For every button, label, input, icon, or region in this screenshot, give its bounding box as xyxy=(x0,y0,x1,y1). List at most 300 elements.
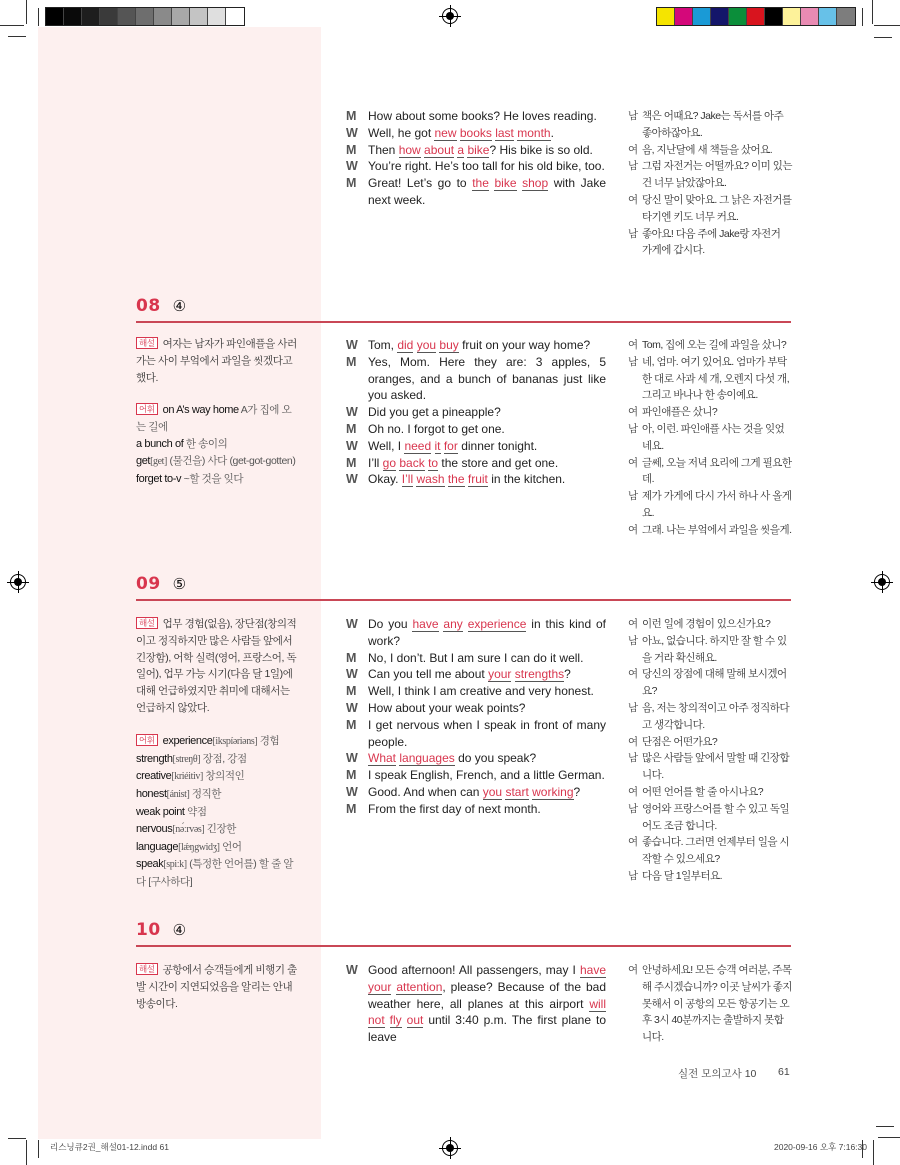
vocab-word: language xyxy=(136,840,179,853)
translation-line xyxy=(628,337,792,354)
translation-line xyxy=(628,750,792,784)
translation-line xyxy=(628,616,792,633)
vocab-item xyxy=(136,436,298,453)
translation-line xyxy=(628,158,792,192)
speaker-label: 여 xyxy=(628,735,638,748)
speaker-label: W xyxy=(346,963,358,977)
translation-text: 이런 일에 경험이 있으신가요? xyxy=(642,618,771,630)
dialogue-text: Well, I think I am creative and very honest. xyxy=(368,684,594,699)
dialogue-text: Good. And when can you start working? xyxy=(368,784,581,799)
speaker-label: 남 xyxy=(628,701,638,714)
speaker-label: M xyxy=(346,421,357,436)
dialogue-text: Okay. I’ll wash the fruit in the kitchen. xyxy=(368,472,566,487)
dialogue-line xyxy=(346,404,606,421)
translation-text: 제가 가게에 다시 가서 하나 사 올게요. xyxy=(642,490,792,519)
translation-line xyxy=(628,421,792,455)
vocab-pronunciation: [nə́ːrvəs] xyxy=(172,823,205,835)
translation-text: 책은 어때요? Jake는 독서를 아주 좋아하잖아요. xyxy=(642,110,784,139)
speaker-label: M xyxy=(346,109,357,123)
explanation-tag: 해설 xyxy=(136,337,158,349)
dialogue-line xyxy=(346,717,606,751)
answer-mark: ⑤ xyxy=(172,576,187,593)
vocab-pronunciation: [spiːk] xyxy=(163,859,187,871)
dictation-answer: you xyxy=(416,338,437,352)
speaker-label: 여 xyxy=(628,836,638,849)
crop-mark xyxy=(873,1140,874,1165)
translation-line xyxy=(628,834,792,868)
speaker-label: 여 xyxy=(628,143,638,156)
crop-mark xyxy=(8,36,26,37)
color-swatch xyxy=(711,8,729,25)
dialogue-line xyxy=(346,438,606,455)
vocab-meaning: (특정한 언어를) 할 줄 알다 [구사하다] xyxy=(136,858,294,889)
vocab-item xyxy=(136,856,298,891)
dictation-answer: have xyxy=(579,963,606,977)
vocab-item xyxy=(136,751,298,769)
vocab-pronunciation: [streŋθ] xyxy=(172,753,201,765)
dialogue-line xyxy=(346,962,606,1046)
dialogue-line xyxy=(346,700,606,717)
dialogue-09 xyxy=(346,616,606,818)
color-swatch xyxy=(172,8,190,25)
crop-mark xyxy=(874,25,900,26)
vocab-meaning: 정직한 xyxy=(189,788,222,801)
dialogue-line xyxy=(346,650,606,667)
dictation-answer: fly xyxy=(389,1013,402,1028)
crop-mark xyxy=(0,25,24,26)
vocab-item xyxy=(136,471,298,488)
explanation-block xyxy=(136,336,298,386)
vocab-pronunciation: [ánist] xyxy=(166,789,190,801)
explanation-08 xyxy=(136,336,298,487)
dialogue-text: Do you have any experience in this kind of work? xyxy=(368,617,607,648)
color-swatch xyxy=(765,8,783,25)
dictation-answer: to xyxy=(428,455,439,470)
translation-line xyxy=(628,700,792,734)
translation-text: 음, 저는 창의적이고 아주 정직하다고 생각합니다. xyxy=(642,701,790,731)
speaker-label: W xyxy=(346,125,358,140)
explanation-text: 여자는 남자가 파인애플을 사러 가는 사이 부엌에서 과일을 씻겠다고 했다. xyxy=(136,338,297,384)
translation-line xyxy=(628,142,792,159)
speaker-label: M xyxy=(346,142,357,157)
translation-text: Tom, 집에 오는 길에 과일을 샀니? xyxy=(642,339,787,351)
question-number: 10 xyxy=(136,920,161,940)
dictation-answer: start xyxy=(505,784,529,799)
dictation-answer: did xyxy=(397,338,414,352)
translation-line xyxy=(628,801,792,835)
footer-section-title: 실전 모의고사 10 xyxy=(678,1068,757,1080)
dialogue-text: Well, he got new books last month. xyxy=(368,125,554,140)
answer-mark: ④ xyxy=(172,922,187,939)
dialogue-top xyxy=(346,108,606,209)
dictation-answer: languages xyxy=(399,751,455,766)
speaker-label: 남 xyxy=(628,110,638,122)
translation-line xyxy=(628,108,792,142)
translation-text: 글쎄, 오늘 저녁 요리에 그게 필요한데. xyxy=(642,456,792,486)
dialogue-text: Great! Let’s go to the bike shop with Jake next week. xyxy=(368,176,606,207)
explanation-09 xyxy=(136,616,298,891)
speaker-label: 남 xyxy=(628,634,638,647)
dictation-answer: your xyxy=(488,667,512,682)
vocab-item xyxy=(136,768,298,786)
speaker-label: 남 xyxy=(628,752,638,765)
dictation-answer: not xyxy=(368,1013,385,1028)
translation-text: 다음 달 1일부터요. xyxy=(642,869,723,882)
vocab-meaning: 창의적인 xyxy=(202,770,245,783)
translation-text: 아뇨, 없습니다. 하지만 잘 할 수 있을 거라 확신해요. xyxy=(642,634,787,664)
translation-line xyxy=(628,354,792,404)
speaker-label: 여 xyxy=(628,668,638,681)
vocab-pronunciation: [get] xyxy=(150,455,167,467)
dictation-answer: you xyxy=(482,784,503,799)
vocab-item xyxy=(136,839,298,857)
speaker-label: M xyxy=(346,717,357,732)
explanation-text: 업무 경험(없음), 장단점(창의적이고 정직하지만 많은 사람들 앞에서 긴장함), 어학 실력(영어, 프랑스어, 독일어), 업무 가능 시기(다음 달 1일)에 대해 언급하였지만 취미에 대해서는 언급하지 않았다. xyxy=(136,618,297,714)
speaker-label: 여 xyxy=(628,523,638,536)
dictation-answer: it xyxy=(434,438,441,453)
color-swatch xyxy=(82,8,100,25)
speaker-label: W xyxy=(346,438,358,453)
crop-mark xyxy=(38,8,39,26)
speaker-label: W xyxy=(346,751,358,766)
dialogue-line xyxy=(346,142,606,159)
speaker-label: M xyxy=(346,684,357,699)
translation-text: 영어와 프랑스어를 할 수 있고 독일어도 조금 합니다. xyxy=(642,802,790,832)
dialogue-text: Did you get a pineapple? xyxy=(368,405,501,420)
translation-09 xyxy=(628,616,792,885)
translation-text: 음, 지난달에 새 책들을 샀어요. xyxy=(642,143,773,156)
question-number: 08 xyxy=(136,296,161,316)
speaker-label: 여 xyxy=(628,964,638,976)
dictation-answer: strengths xyxy=(514,667,565,682)
explanation-10 xyxy=(136,962,298,1012)
translation-text: 파인애플은 샀니? xyxy=(642,406,718,419)
crop-mark xyxy=(876,1126,894,1127)
speaker-label: W xyxy=(346,159,358,174)
registration-mark-icon xyxy=(10,574,26,590)
slug-file-name: 리스닝큐2권_해설01-12.indd 61 xyxy=(50,1142,169,1152)
question-header-09 xyxy=(136,574,186,594)
dialogue-line xyxy=(346,108,606,125)
translation-text: 단점은 어떤가요? xyxy=(642,735,718,748)
vocab-item xyxy=(136,733,298,751)
dialogue-text: Can you tell me about your strengths? xyxy=(368,667,571,682)
vocab-meaning: ~할 것을 잊다 xyxy=(181,472,244,485)
vocab-word: weak point xyxy=(136,805,185,818)
translation-text: 그럼 자전거는 어떨까요? 이미 있는 건 너무 낡았잖아요. xyxy=(642,160,793,190)
dictation-answer: your xyxy=(368,979,392,994)
dictation-answer: about xyxy=(424,142,455,157)
translation-line xyxy=(628,784,792,801)
crop-mark xyxy=(874,37,892,38)
vocab-word: on A’s way home xyxy=(162,404,239,417)
color-swatch xyxy=(729,8,747,25)
speaker-label: 남 xyxy=(628,227,638,240)
vocab-meaning: 경험 xyxy=(257,734,280,747)
dictation-answer: will xyxy=(589,996,606,1011)
translation-line xyxy=(628,192,792,226)
color-swatch xyxy=(801,8,819,25)
speaker-label: 남 xyxy=(628,490,638,503)
dialogue-text: Oh no. I forgot to get one. xyxy=(368,421,505,436)
vocab-meaning: (물건을) 사다 (get-got-gotten) xyxy=(166,454,296,467)
explanation-block xyxy=(136,616,298,717)
dictation-answer: out xyxy=(406,1013,424,1028)
crop-mark xyxy=(862,8,863,26)
speaker-label: 남 xyxy=(628,160,638,173)
vocab-meaning: 장점, 강점 xyxy=(200,752,247,765)
vocab-word: speak xyxy=(136,858,164,871)
dictation-answer: I’ll xyxy=(401,472,414,487)
speaker-label: W xyxy=(346,472,358,487)
dialogue-line xyxy=(346,666,606,683)
vocab-tag: 어휘 xyxy=(136,734,158,746)
dialogue-text: What languages do you speak? xyxy=(368,751,537,766)
translation-text: 많은 사람들 앞에서 말할 때 긴장합니다. xyxy=(642,752,790,782)
dialogue-text: I get nervous when I speak in front of many people. xyxy=(368,717,606,749)
vocab-tag: 어휘 xyxy=(136,403,158,415)
dictation-answer: experience xyxy=(467,617,527,631)
dialogue-text: Yes, Mom. Here they are: 3 apples, 5 oranges, and a bunch of bananas just like you asked. xyxy=(368,354,606,403)
registration-mark-icon xyxy=(442,8,458,24)
color-swatch xyxy=(46,8,64,25)
cmyk-color-bar xyxy=(656,7,856,26)
vocab-meaning: A가 집에 오는 길에 xyxy=(136,404,292,434)
slug-timestamp: 2020-09-16 오후 7:16:30 xyxy=(774,1142,867,1152)
dictation-answer: the xyxy=(472,176,489,191)
dialogue-line xyxy=(346,158,606,175)
vocab-pronunciation: [kriéitiv] xyxy=(171,771,203,783)
translation-text: 어떤 언어를 할 줄 아시나요? xyxy=(642,785,764,798)
dialogue-line xyxy=(346,784,606,801)
section-divider xyxy=(136,599,791,601)
dialogue-line xyxy=(346,801,606,818)
vocab-word: honest xyxy=(136,788,167,801)
vocab-item xyxy=(136,804,298,821)
speaker-label: 남 xyxy=(628,802,638,815)
crop-mark xyxy=(38,1140,39,1158)
dialogue-line xyxy=(346,683,606,700)
dialogue-10 xyxy=(346,962,606,1046)
color-swatch xyxy=(837,8,855,25)
color-swatch xyxy=(64,8,82,25)
dictation-answer: bike xyxy=(467,142,490,157)
translation-line xyxy=(628,455,792,489)
dialogue-text: Well, I need it for dinner tonight. xyxy=(368,438,538,453)
color-swatch xyxy=(190,8,208,25)
dictation-answer: how xyxy=(398,142,421,157)
translation-text: 좋아요! 다음 주에 Jake랑 자전거 가게에 갑시다. xyxy=(642,227,781,257)
dictation-answer: fruit xyxy=(467,472,488,487)
crop-mark xyxy=(26,1140,27,1165)
speaker-label: 여 xyxy=(628,339,638,351)
dictation-answer: need xyxy=(404,438,432,453)
dictation-answer: for xyxy=(443,438,458,453)
explanation-tag: 해설 xyxy=(136,617,158,629)
dialogue-line xyxy=(346,354,606,404)
crop-mark xyxy=(8,1138,26,1139)
speaker-label: 여 xyxy=(628,456,638,469)
dialogue-line xyxy=(346,471,606,488)
section-divider xyxy=(136,321,791,323)
speaker-label: W xyxy=(346,784,358,799)
translation-text: 안녕하세요! 모든 승객 여러분, 주목해 주시겠습니까? 이곳 날씨가 좋지 못해서 이 공항의 모든 항공기는 오후 3시 40분까지는 출발하지 못합니다. xyxy=(642,964,793,1044)
dictation-answer: shop xyxy=(522,176,549,191)
question-header-10 xyxy=(136,920,186,940)
speaker-label: 남 xyxy=(628,355,638,368)
speaker-label: 여 xyxy=(628,785,638,798)
dialogue-text: I speak English, French, and a little German. xyxy=(368,768,605,783)
translation-text: 좋습니다. 그러면 언제부터 일을 시작할 수 있으세요? xyxy=(642,836,790,866)
speaker-label: W xyxy=(346,667,358,682)
dictation-answer: books xyxy=(459,125,492,140)
vocab-item xyxy=(136,453,298,471)
speaker-label: W xyxy=(346,405,358,420)
explanation-tag: 해설 xyxy=(136,963,158,975)
vocab-list xyxy=(136,733,298,891)
speaker-label: 여 xyxy=(628,406,638,419)
vocab-word: nervous xyxy=(136,822,173,835)
answer-mark: ④ xyxy=(172,298,187,315)
color-swatch xyxy=(136,8,154,25)
dictation-answer: any xyxy=(443,617,463,631)
dictation-answer: the xyxy=(447,472,465,487)
color-swatch xyxy=(819,8,837,25)
color-swatch xyxy=(747,8,765,25)
translation-text: 아, 이런. 파인애플 사는 것을 잊었네요. xyxy=(642,422,785,452)
color-swatch xyxy=(100,8,118,25)
registration-mark-icon xyxy=(442,1140,458,1156)
vocab-meaning: 긴장한 xyxy=(204,822,237,835)
speaker-label: 여 xyxy=(628,193,638,206)
dialogue-text: No, I don’t. But I am sure I can do it well. xyxy=(368,650,584,665)
dictation-answer: attention xyxy=(396,979,443,994)
dialogue-text: Then how about a bike? His bike is so old. xyxy=(368,142,593,157)
translation-line xyxy=(628,488,792,522)
dialogue-text: Good afternoon! All passengers, may I have your attention, please? Because of the bad weather here, all planes at this airport will not fly out until 3:40 p.m. The first plane to leave xyxy=(368,963,607,1045)
translation-line xyxy=(628,226,792,260)
vocab-word: creative xyxy=(136,770,172,783)
question-header-08 xyxy=(136,296,186,316)
speaker-label: M xyxy=(346,768,357,783)
vocab-word: forget to-v xyxy=(136,472,182,485)
dialogue-text: From the first day of next month. xyxy=(368,801,541,816)
dialogue-line xyxy=(346,421,606,438)
dictation-answer: buy xyxy=(439,338,459,352)
dictation-answer: bike xyxy=(494,176,517,191)
speaker-label: W xyxy=(346,700,358,715)
explanation-text: 공항에서 승객들에게 비행기 출발 시간이 지연되었음을 알리는 안내 방송이다. xyxy=(136,964,297,1010)
translation-text: 당신의 장점에 대해 말해 보시겠어요? xyxy=(642,668,787,698)
crop-mark xyxy=(26,0,27,24)
explanation-block xyxy=(136,962,298,1012)
dictation-answer: a xyxy=(457,142,465,157)
speaker-label: M xyxy=(346,801,357,816)
color-swatch xyxy=(154,8,172,25)
translation-line xyxy=(628,666,792,700)
dialogue-text: You’re right. He’s too tall for his old bike, too. xyxy=(368,159,605,174)
dialogue-text: Tom, did you buy fruit on your way home? xyxy=(368,338,591,352)
dialogue-text: I’ll go back to the store and get one. xyxy=(368,455,559,470)
registration-mark-icon xyxy=(874,574,890,590)
dictation-answer: back xyxy=(399,455,425,470)
vocab-word: strength xyxy=(136,752,173,765)
dialogue-line xyxy=(346,337,606,354)
speaker-label: 남 xyxy=(628,422,638,435)
vocab-list xyxy=(136,402,298,487)
dialogue-line xyxy=(346,175,606,209)
dictation-answer: have xyxy=(412,617,439,631)
translation-10 xyxy=(628,962,792,1046)
dialogue-text: How about your weak points? xyxy=(368,700,526,715)
crop-mark xyxy=(878,1137,900,1138)
vocab-word: experience xyxy=(162,734,213,747)
dialogue-text: How about some books? He loves reading. xyxy=(368,109,597,123)
translation-line xyxy=(628,633,792,667)
speaker-label: 남 xyxy=(628,869,638,882)
vocab-pronunciation: [ikspíəriəns] xyxy=(212,735,258,747)
vocab-item xyxy=(136,821,298,839)
translation-text: 네, 엄마. 여기 있어요. 엄마가 부탁한 대로 사과 세 개, 오렌지 다섯 개, 그리고 바나나 한 송이예요. xyxy=(642,355,790,402)
speaker-label: W xyxy=(346,617,358,631)
crop-mark xyxy=(872,0,873,24)
translation-line xyxy=(628,868,792,885)
dialogue-line xyxy=(346,767,606,784)
dictation-answer: What xyxy=(368,751,397,766)
dialogue-line xyxy=(346,750,606,767)
speaker-label: M xyxy=(346,650,357,665)
dialogue-08 xyxy=(346,337,606,488)
color-swatch xyxy=(675,8,693,25)
speaker-label: 여 xyxy=(628,618,638,630)
color-swatch xyxy=(657,8,675,25)
color-swatch xyxy=(118,8,136,25)
dictation-answer: new xyxy=(434,125,457,140)
speaker-label: M xyxy=(346,354,357,369)
dictation-answer: last xyxy=(495,125,514,140)
dialogue-line xyxy=(346,616,606,650)
translation-text: 당신 말이 맞아요. 그 낡은 자전거를 타기엔 키도 너무 커요. xyxy=(642,193,792,223)
color-swatch xyxy=(783,8,801,25)
vocab-item xyxy=(136,402,298,436)
vocab-pronunciation: [lǽŋgwidʒ] xyxy=(178,841,220,853)
translation-top xyxy=(628,108,792,259)
translation-line xyxy=(628,522,792,539)
translation-line xyxy=(628,404,792,421)
vocab-word: a bunch of xyxy=(136,437,184,450)
translation-08 xyxy=(628,337,792,539)
dictation-answer: month xyxy=(517,125,551,140)
section-divider xyxy=(136,945,791,947)
speaker-label: M xyxy=(346,455,357,470)
color-swatch xyxy=(693,8,711,25)
speaker-label: W xyxy=(346,338,358,352)
page-number: 61 xyxy=(778,1066,790,1078)
vocab-word: get xyxy=(136,454,151,467)
translation-line xyxy=(628,734,792,751)
speaker-label: M xyxy=(346,176,357,191)
vocab-item xyxy=(136,786,298,804)
color-swatch xyxy=(208,8,226,25)
dialogue-line xyxy=(346,125,606,142)
vocab-meaning: 한 송이의 xyxy=(183,437,228,450)
vocab-meaning: 언어 xyxy=(219,840,242,853)
translation-line xyxy=(628,962,792,1046)
question-number: 09 xyxy=(136,574,161,594)
translation-text: 그래. 나는 부엌에서 과일을 씻을게. xyxy=(642,523,792,536)
color-swatch xyxy=(226,8,244,25)
grayscale-color-bar xyxy=(45,7,245,26)
